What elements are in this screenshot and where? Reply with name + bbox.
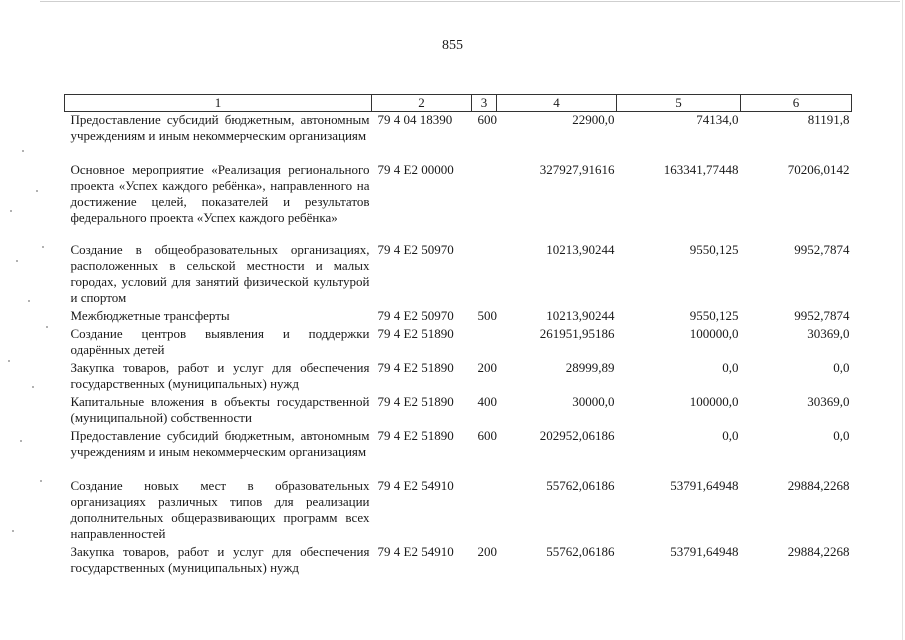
row-value-4: 55762,06186: [546, 477, 615, 493]
header-col-3: 3: [472, 95, 497, 112]
row-value-5: 53791,64948: [670, 543, 739, 559]
row-name: Создание в общеобразовательных организациях, расположенных в сельской местности и малых городах, условий для занятий физической культурой и спортом: [70, 241, 370, 305]
row-code: 79 4 E2 50970: [377, 307, 454, 323]
table-header-row: [65, 95, 852, 112]
row-vr: 200: [477, 543, 497, 559]
header-col-4: 4: [497, 95, 617, 112]
row-value-6: 9952,7874: [794, 307, 850, 323]
row-value-4: 261951,95186: [539, 325, 615, 341]
row-vr: [472, 478, 497, 544]
row-vr: 600: [477, 112, 497, 127]
table-row: [65, 478, 852, 544]
row-vr: [472, 326, 497, 360]
row-name: Создание новых мест в образовательных организациях различных типов для реализации дополнительных общеразвивающих программ всех направленностей: [70, 477, 370, 541]
row-name: Капитальные вложения в объекты государственной (муниципальной) собственности: [70, 393, 370, 425]
row-code: 79 4 E2 50970: [377, 241, 454, 257]
row-value-6: 30369,0: [807, 325, 850, 341]
row-value-5: 163341,77448: [663, 161, 739, 177]
row-vr: 400: [477, 393, 497, 409]
scan-edge-top: [40, 1, 900, 2]
row-value-5: 9550,125: [689, 307, 739, 323]
row-value-4: 55762,06186: [546, 543, 615, 559]
row-name: Создание центров выявления и поддержки одарённых детей: [70, 325, 370, 357]
row-name: Закупка товаров, работ и услуг для обеспечения государственных (муниципальных) нужд: [70, 543, 370, 575]
row-value-4: 202952,06186: [539, 427, 615, 443]
table-row: [65, 112, 852, 162]
row-vr: 200: [477, 359, 497, 375]
row-value-5: 53791,64948: [670, 477, 739, 493]
row-code: 79 4 E2 51890: [377, 393, 454, 409]
table-row: [65, 394, 852, 428]
row-value-5: 74134,0: [696, 112, 739, 127]
row-value-6: 29884,2268: [787, 477, 850, 493]
row-value-4: 10213,90244: [546, 241, 615, 257]
row-name: Предоставление субсидий бюджетным, автономным учреждениям и иным некоммерческим организациям: [70, 427, 370, 459]
row-name: Закупка товаров, работ и услуг для обеспечения государственных (муниципальных) нужд: [70, 359, 370, 391]
row-code: 79 4 04 18390: [377, 112, 453, 127]
row-value-6: 29884,2268: [787, 543, 850, 559]
row-value-6: 9952,7874: [794, 241, 850, 257]
row-value-4: 30000,0: [572, 393, 615, 409]
row-code: 79 4 E2 54910: [377, 543, 454, 559]
table-row: [65, 360, 852, 394]
row-value-4: 22900,0: [572, 112, 615, 127]
row-code: 79 4 E2 51890: [377, 427, 454, 443]
scan-noise: [2, 150, 62, 570]
row-value-5: 100000,0: [689, 325, 739, 341]
row-value-6: 0,0: [833, 359, 850, 375]
row-value-4: 10213,90244: [546, 307, 615, 323]
row-value-6: 70206,0142: [787, 161, 850, 177]
table-row: [65, 544, 852, 578]
row-name: Межбюджетные трансферты: [70, 307, 230, 323]
row-value-5: 0,0: [722, 427, 739, 443]
row-value-4: 28999,89: [565, 359, 615, 375]
row-value-6: 81191,8: [807, 112, 850, 127]
row-value-6: 30369,0: [807, 393, 850, 409]
header-col-1: 1: [65, 95, 372, 112]
row-value-5: 0,0: [722, 359, 739, 375]
row-vr: 500: [477, 307, 497, 323]
row-name: Предоставление субсидий бюджетным, автономным учреждениям и иным некоммерческим организациям: [70, 112, 370, 143]
row-code: 79 4 E2 51890: [377, 325, 454, 341]
scan-edge-right: [902, 0, 903, 640]
row-vr: [472, 162, 497, 242]
header-col-5: 5: [617, 95, 741, 112]
row-value-5: 100000,0: [689, 393, 739, 409]
row-value-6: 0,0: [833, 427, 850, 443]
row-code: 79 4 E2 51890: [377, 359, 454, 375]
table-row: [65, 326, 852, 360]
table-row: [65, 162, 852, 242]
header-col-6: 6: [741, 95, 852, 112]
budget-table: [64, 94, 852, 578]
row-vr: 600: [477, 427, 497, 443]
header-col-2: 2: [372, 95, 472, 112]
table-row: [65, 242, 852, 308]
row-code: 79 4 E2 00000: [377, 161, 454, 177]
row-value-5: 9550,125: [689, 241, 739, 257]
page-number: 855: [442, 38, 463, 53]
row-vr: [472, 242, 497, 308]
table-row: [65, 308, 852, 326]
row-code: 79 4 E2 54910: [377, 477, 454, 493]
row-value-4: 327927,91616: [539, 161, 615, 177]
row-name: Основное мероприятие «Реализация регионального проекта «Успех каждого ребёнка», направленного на достижение целей, показателей и результатов федерального проекта «Успех каждого ребёнка»: [70, 161, 370, 225]
table-row: [65, 428, 852, 478]
